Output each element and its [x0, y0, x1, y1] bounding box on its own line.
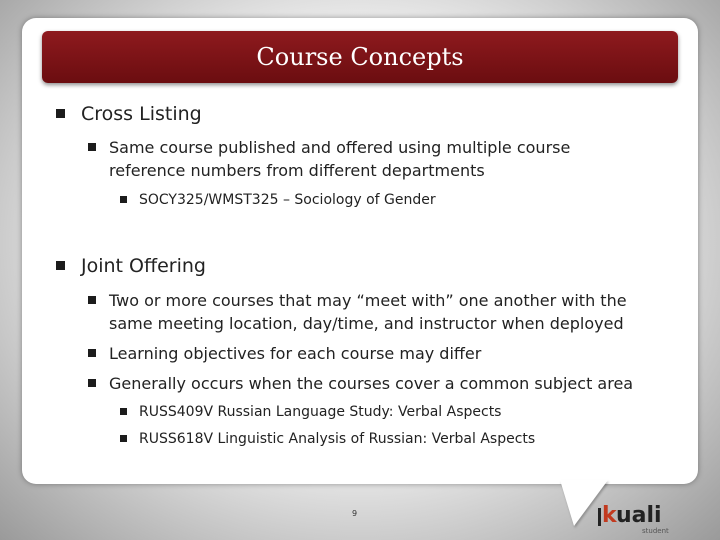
- sub-bullet-common-subject-area: [88, 372, 648, 395]
- bullet-cross-listing: [56, 103, 202, 125]
- square-bullet-icon: [56, 109, 65, 118]
- bullet-text: Same course published and offered using multiple course reference numbers from different departments: [109, 138, 571, 180]
- logo-subtitle: student: [642, 527, 669, 535]
- square-bullet-icon: [88, 379, 96, 387]
- logo-bar-icon: [598, 508, 601, 526]
- square-bullet-icon: [88, 349, 96, 357]
- bullet-text: Cross Listing: [81, 103, 202, 125]
- sub-bullet-learning-objectives: [88, 342, 648, 365]
- square-bullet-icon: [120, 408, 127, 415]
- square-bullet-icon: [120, 435, 127, 442]
- square-bullet-icon: [56, 261, 65, 270]
- bullet-joint-offering: [56, 255, 206, 277]
- example-bullet-socy325: [120, 191, 436, 209]
- slide-title: Course Concepts: [256, 43, 464, 71]
- bullet-text: Two or more courses that may “meet with” one another with the same meeting location, day/time, and instructor when deployed: [109, 291, 627, 333]
- square-bullet-icon: [120, 196, 127, 203]
- sub-bullet-cross-listing-definition: [88, 136, 648, 182]
- logo-initial: k: [602, 503, 617, 528]
- logo-wordmark: uali: [616, 503, 662, 528]
- bullet-text: RUSS618V Linguistic Analysis of Russian: Verbal Aspects: [139, 431, 536, 447]
- sub-bullet-joint-offering-definition: [88, 289, 648, 335]
- example-bullet-russ409v: [120, 403, 501, 421]
- square-bullet-icon: [88, 143, 96, 151]
- bullet-text: Generally occurs when the courses cover a common subject area: [109, 374, 634, 393]
- kuali-student-logo: [598, 500, 688, 536]
- bullet-text: Joint Offering: [81, 255, 206, 277]
- bullet-text: RUSS409V Russian Language Study: Verbal Aspects: [139, 404, 502, 420]
- square-bullet-icon: [88, 296, 96, 304]
- example-bullet-russ618v: [120, 430, 535, 448]
- title-bar: [42, 31, 678, 83]
- bullet-text: SOCY325/WMST325 – Sociology of Gender: [139, 192, 436, 208]
- bullet-text: Learning objectives for each course may differ: [109, 344, 482, 363]
- page-number: 9: [352, 509, 358, 518]
